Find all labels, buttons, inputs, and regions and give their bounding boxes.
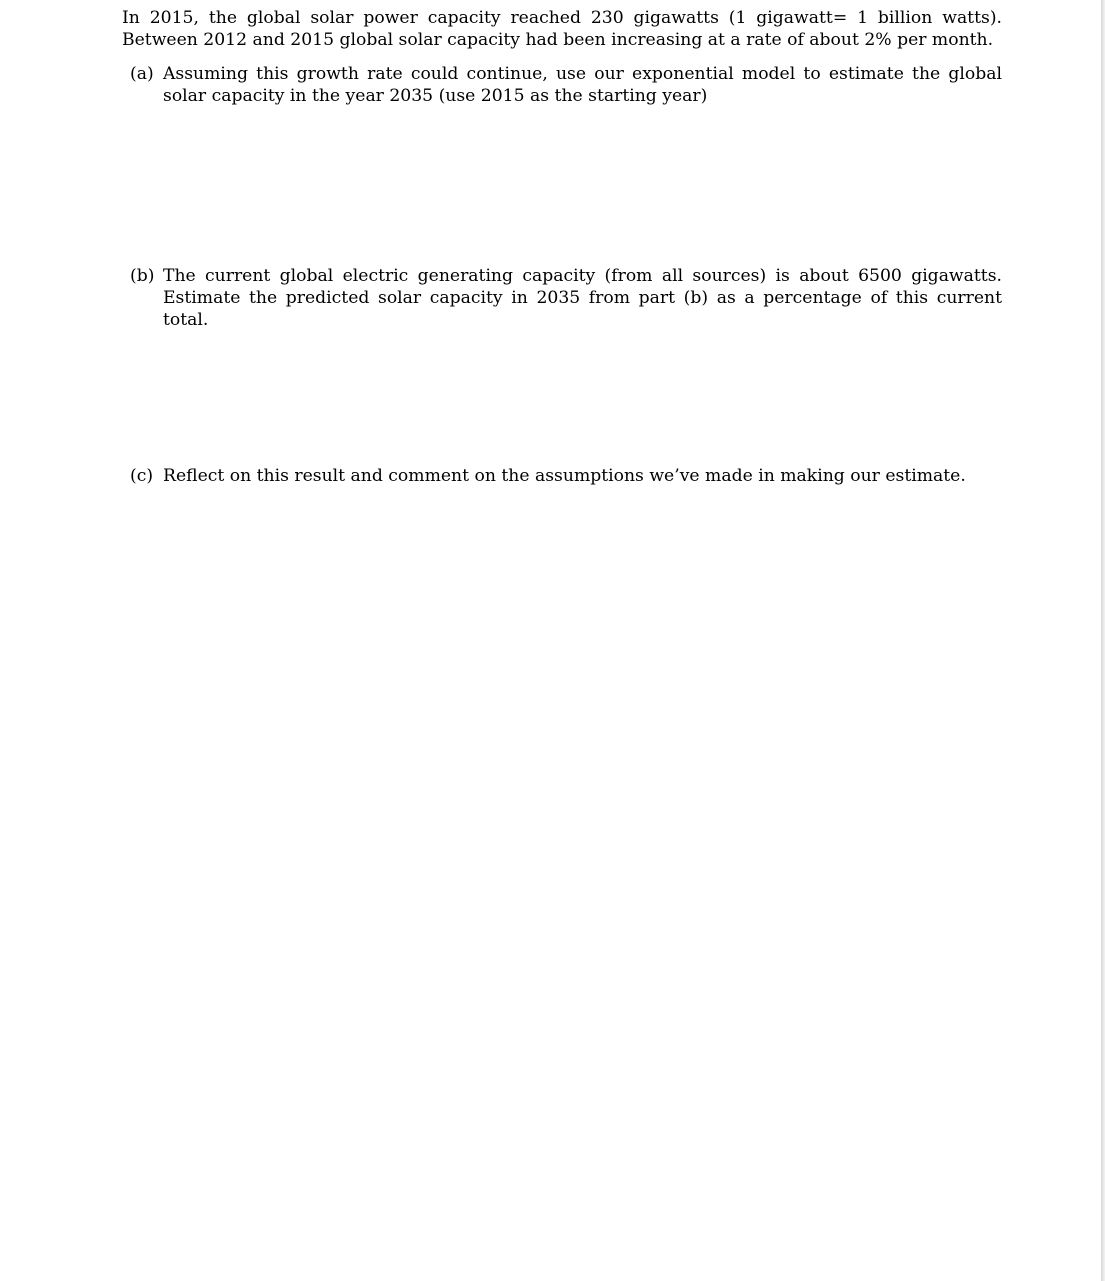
part-a-marker: (a) (130, 64, 154, 84)
question-part-b (122, 265, 1002, 331)
part-c-marker: (c) (130, 466, 154, 486)
problem-intro: In 2015, the global solar power capacity reached 230 gigawatts (1 gigawatt= 1 billion watts). Between 2012 and 2015 global solar capacity had been increasing at a rate of about 2% per month. (122, 8, 1002, 50)
question-part-a (122, 63, 1002, 107)
page-edge-shadow (1101, 0, 1105, 1281)
part-b-text: The current global electric generating capacity (from all sources) is about 6500 gigawatts. Estimate the predicted solar capacity in 2035 from part (b) as a percentage of this current total. (163, 266, 1002, 330)
question-part-c (122, 465, 1002, 487)
part-b-marker: (b) (130, 266, 155, 286)
part-c-text: Reflect on this result and comment on the assumptions we’ve made in making our estimate. (163, 466, 966, 486)
part-a-text: Assuming this growth rate could continue, use our exponential model to estimate the global solar capacity in the year 2035 (use 2015 as the starting year) (163, 64, 1002, 106)
